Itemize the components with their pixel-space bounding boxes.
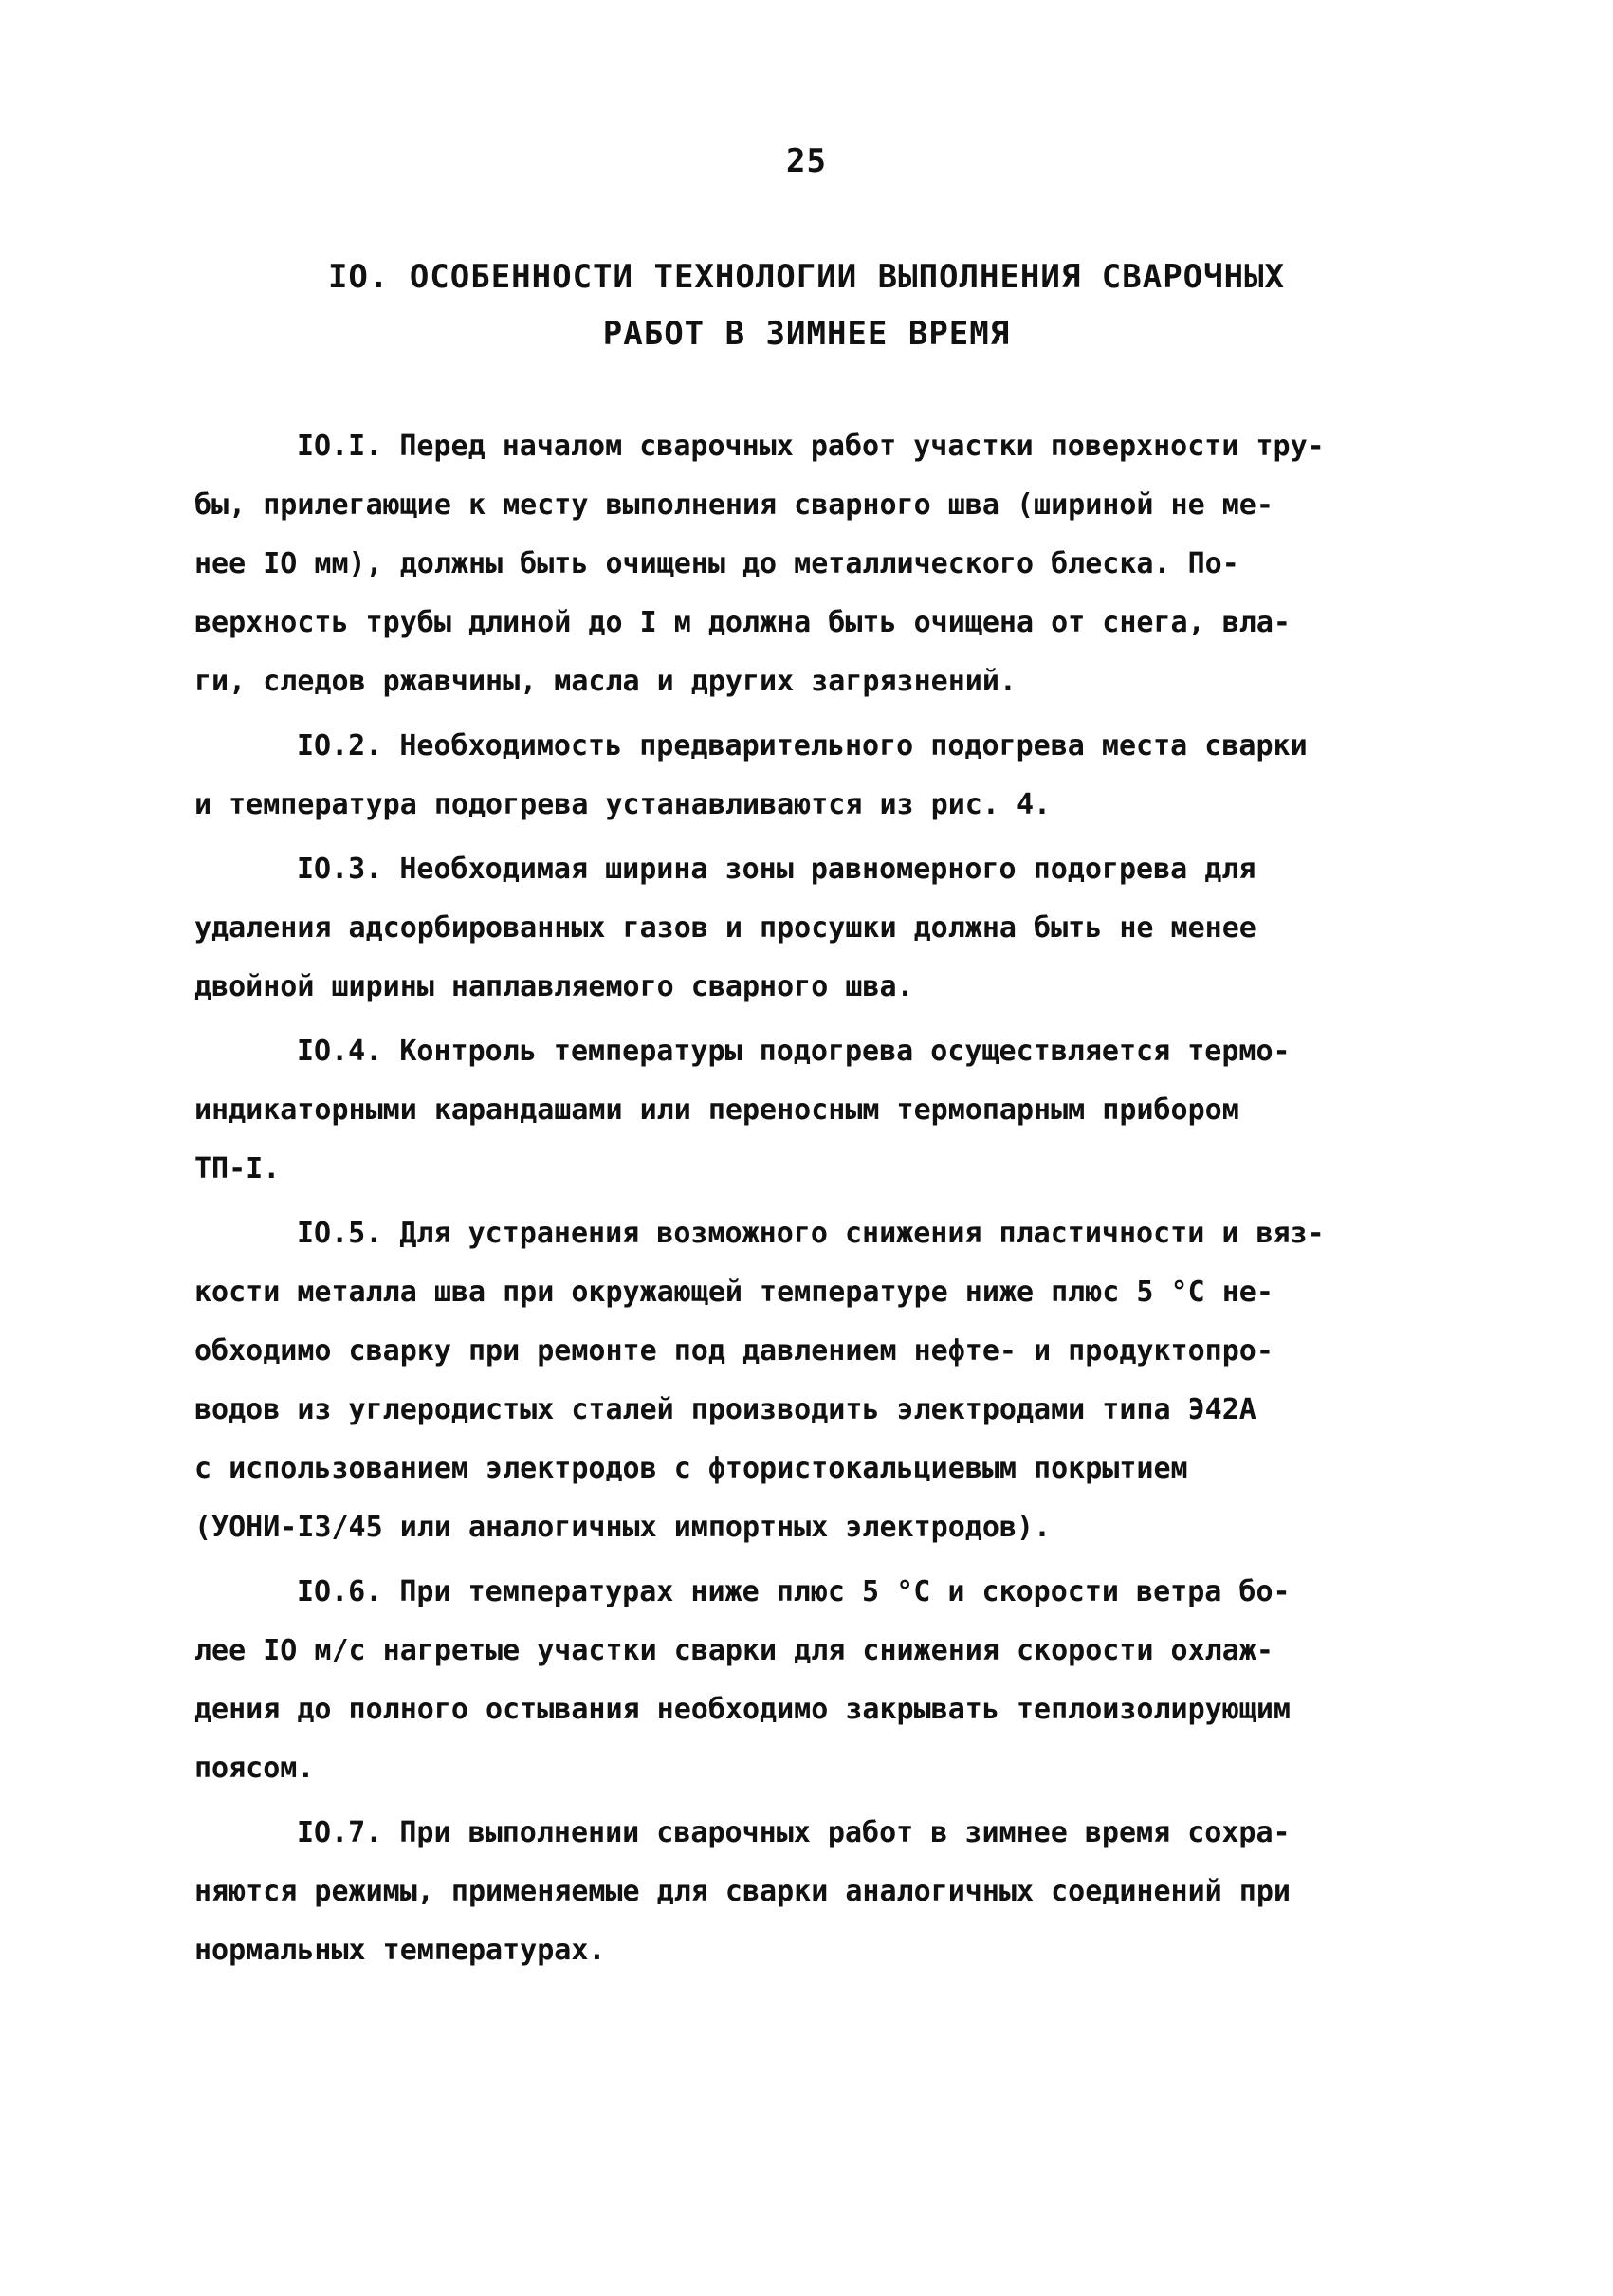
- text-line: и температура подогрева устанавливаются из рис. 4.: [194, 788, 1052, 821]
- text-line: няются режимы, применяемые для сварки аналогичных соединений при: [194, 1875, 1291, 1908]
- paragraph-10-5: [194, 1204, 1427, 1557]
- text-line: удаления адсорбированных газов и просушки должна быть не менее: [194, 911, 1256, 945]
- text-line: бы, прилегающие к месту выполнения сварного шва (шириной не ме-: [194, 488, 1274, 522]
- text-line: дения до полного остывания необходимо закрывать теплоизолирующим: [194, 1693, 1291, 1726]
- text-line: водов из углеродистых сталей производить электродами типа Э42А: [194, 1393, 1256, 1426]
- text-line: IO.6. При температурах ниже плюс 5 °С и скорости ветра бо-: [297, 1575, 1291, 1608]
- text-line: (УОНИ-I3/45 или аналогичных импортных электродов).: [194, 1511, 1052, 1544]
- text-line: двойной ширины наплавляемого сварного шва.: [194, 970, 914, 1003]
- paragraph-10-4: [194, 1022, 1427, 1199]
- text-line: IO.4. Контроль температуры подогрева осуществляется термо-: [297, 1035, 1291, 1068]
- text-line: нее IO мм), должны быть очищены до металлического блеска. По-: [194, 547, 1239, 580]
- paragraph-10-1: [194, 417, 1427, 711]
- section-heading-line-1: IO. ОСОБЕННОСТИ ТЕХНОЛОГИИ ВЫПОЛНЕНИЯ СВАРОЧНЫХ: [327, 258, 1286, 296]
- text-line: IO.2. Необходимость предварительного подогрева места сварки: [297, 729, 1308, 762]
- page-number: 25: [786, 142, 827, 180]
- text-line: с использованием электродов с фтористокальциевым покрытием: [194, 1452, 1188, 1485]
- section-body: [194, 417, 1427, 1986]
- paragraph-10-7: [194, 1804, 1427, 1980]
- text-line: ТП-I.: [194, 1152, 281, 1185]
- text-line: верхность трубы длиной до I м должна быть очищена от снега, вла-: [194, 606, 1291, 639]
- text-line: нормальных температурах.: [194, 1934, 606, 1967]
- text-line: обходимо сварку при ремонте под давлением нефте- и продуктопро-: [194, 1334, 1274, 1368]
- paragraph-10-6: [194, 1563, 1427, 1798]
- text-line: IO.I. Перед началом сварочных работ участки поверхности тру-: [297, 430, 1325, 463]
- section-heading: [0, 248, 1613, 362]
- paragraph-10-2: [194, 717, 1427, 835]
- paragraph-10-3: [194, 840, 1427, 1017]
- text-line: IO.3. Необходимая ширина зоны равномерного подогрева для: [297, 853, 1256, 886]
- text-line: IO.5. Для устранения возможного снижения пластичности и вяз-: [297, 1217, 1325, 1250]
- text-line: IO.7. При выполнении сварочных работ в зимнее время сохра-: [297, 1816, 1291, 1849]
- section-heading-line-2: РАБОТ В ЗИМНЕЕ ВРЕМЯ: [602, 315, 1011, 353]
- text-line: ги, следов ржавчины, масла и других загрязнений.: [194, 665, 1017, 698]
- text-line: индикаторными карандашами или переносным термопарным прибором: [194, 1093, 1239, 1127]
- text-line: кости металла шва при окружающей температуре ниже плюс 5 °С не-: [194, 1276, 1274, 1309]
- text-line: лее IO м/с нагретые участки сварки для снижения скорости охлаж-: [194, 1634, 1274, 1667]
- text-line: поясом.: [194, 1752, 315, 1785]
